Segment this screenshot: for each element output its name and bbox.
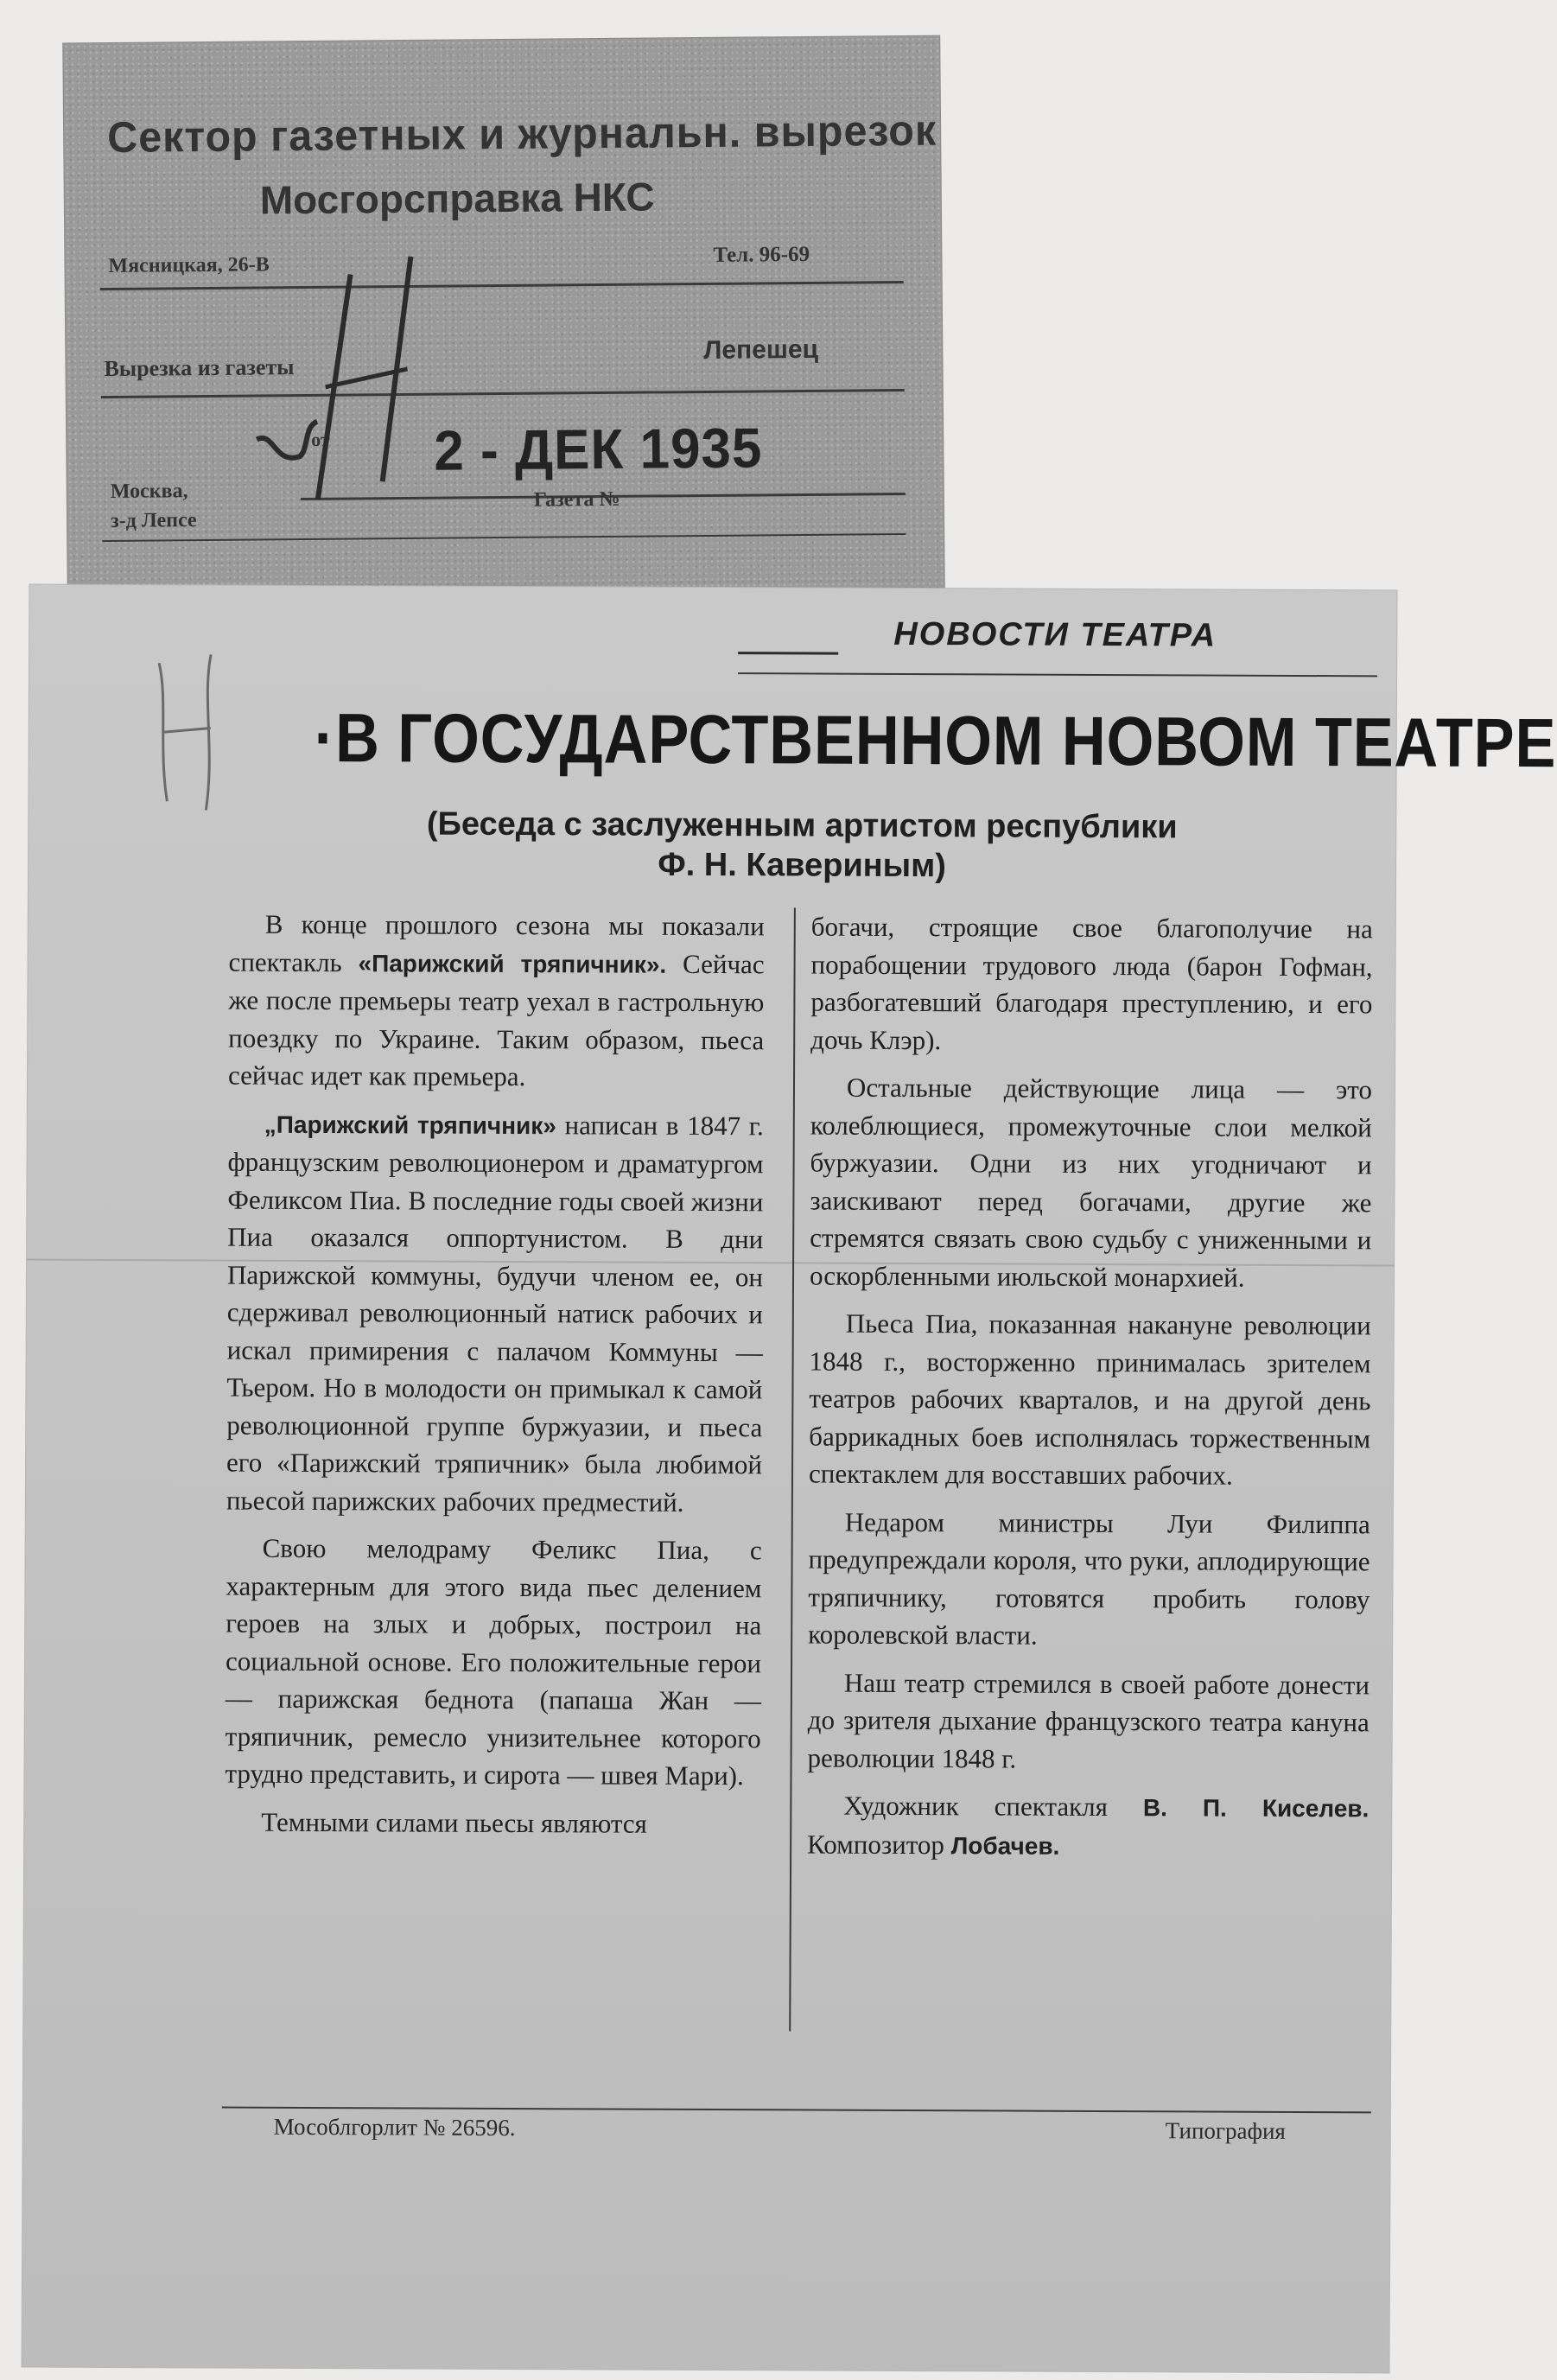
- paragraph: Остальные действующие лица — это колеблющиеся, промежуточные слои мелкой буржуазии. Одни из них угодничают и заискивают перед богачами, другие же стремятся связать свою судьбу с униженными и оскорбленными июльской монархией.: [809, 1072, 1373, 1293]
- stamp-cutting-label: Вырезка из газеты: [104, 354, 295, 382]
- article-subhead: [288, 804, 1316, 888]
- clipping-stamp-card: [63, 36, 944, 597]
- paragraph: [226, 1104, 764, 1521]
- stamp-city: [111, 476, 197, 536]
- stamp-city-line1: Москва,: [110, 480, 188, 503]
- paragraph: Темными силами пьесы являются: [261, 1806, 647, 1839]
- stamp-agency-name: Сектор газетных и журнальн. вырезок: [106, 105, 937, 162]
- rubric-underline: [738, 672, 1377, 677]
- handwritten-mark-icon: [220, 239, 482, 518]
- paragraph: Свою мелодраму Феликс Пиа, с характерным для этого вида пьес делением героев на злых и добрых, построил на социальной основе. Его положительные герои — парижская беднота (папаша Жан — тряпичник, ремесло унизительнее которого трудно представить, и сирота — швея Мари).: [225, 1532, 762, 1791]
- article-column-right: [807, 908, 1373, 1877]
- stamp-agency-subname: Мосгорсправка НКС: [259, 174, 655, 223]
- text-run: написан в 1847 г. французским революционером и драматургом Феликсом Пиа. В последние годы своей жизни Пиа оказался оппортунистом. В дни Парижской коммуны, будучи членом ее, он сдерживал революционный натиск рабочих и искал примирения с палачом Коммуны — Тьером. Но в молодости он примыкал к самой революционной группе буржуазии, и пьеса его «Парижский тряпичник» была любимой пьесой парижских рабочих предместий.: [226, 1109, 764, 1518]
- printer-label: Типография: [1165, 2117, 1286, 2144]
- subhead-line2: Ф. Н. Кавериным): [658, 846, 946, 885]
- stamp-address: Мясницкая, 26-В: [108, 253, 270, 277]
- rubric-title: НОВОСТИ ТЕАТРА: [893, 615, 1217, 654]
- stamp-phone: Тел. 96-69: [713, 242, 810, 267]
- article-headline: ·В ГОСУДАРСТВЕННОМ НОВОМ ТЕАТРЕ: [314, 698, 1557, 782]
- play-title: «Парижский тряпичник».: [358, 949, 667, 978]
- stamp-from-label: от: [311, 428, 330, 450]
- stamp-date: 2 - ДЕК 1935: [434, 417, 763, 483]
- stamp-edition: Лепешец: [703, 334, 819, 365]
- play-title: „Парижский тряпичник»: [264, 1110, 556, 1139]
- article-column-left: [225, 906, 765, 1854]
- paragraph: богачи, строящие свое благополучие на порабощении трудового люда (барон Гофман, разбогатевший благодаря преступлению, и его дочь Клэр).: [810, 911, 1373, 1055]
- text-run: В конце прошлого сезона мы показали спектакль: [228, 908, 765, 977]
- composer-name: Лобачев.: [950, 1831, 1060, 1860]
- text-run: Композитор: [807, 1828, 951, 1860]
- column-divider: [789, 907, 796, 2031]
- paragraph: Недаром министры Луи Филиппа предупреждали короля, что руки, аплодирующие тряпичнику, готовятся пробить голову королевской власти.: [808, 1506, 1370, 1651]
- paragraph: [807, 1786, 1369, 1866]
- text-run: Художник спектакля: [843, 1790, 1144, 1823]
- paragraph: [228, 906, 765, 1097]
- footer-rule: [222, 2107, 1371, 2114]
- stamp-gazeta-label: Газета №: [533, 487, 620, 512]
- rubric-rule: [738, 652, 838, 655]
- stamp-rule: [102, 533, 906, 542]
- censor-number: Мособлгорлит № 26596.: [273, 2113, 516, 2141]
- artist-name: В. П. Киселев.: [1142, 1794, 1370, 1823]
- subhead-line1: (Беседа с заслуженным артистом республики: [426, 805, 1178, 846]
- paragraph: Пьеса Пиа, показанная накануне революции 1848 г., восторженно принималась зрителем театров рабочих кварталов, и на другой день баррикадных боев исполнялась торжественным спектаклем для восставших рабочих.: [808, 1308, 1371, 1491]
- pencil-mark-icon: [132, 646, 254, 828]
- text-run: Сейчас же после премьеры театр уехал в гастрольную поездку по Украине. Таким образом, пьеса сейчас идет как премьера.: [227, 948, 765, 1092]
- newspaper-clipping: [22, 585, 1557, 2373]
- stamp-city-line2: з-д Лепсе: [110, 509, 197, 532]
- paragraph: Наш театр стремился в своей работе донести до зрителя дыхание французского театра кануна революции 1848 г.: [807, 1667, 1370, 1774]
